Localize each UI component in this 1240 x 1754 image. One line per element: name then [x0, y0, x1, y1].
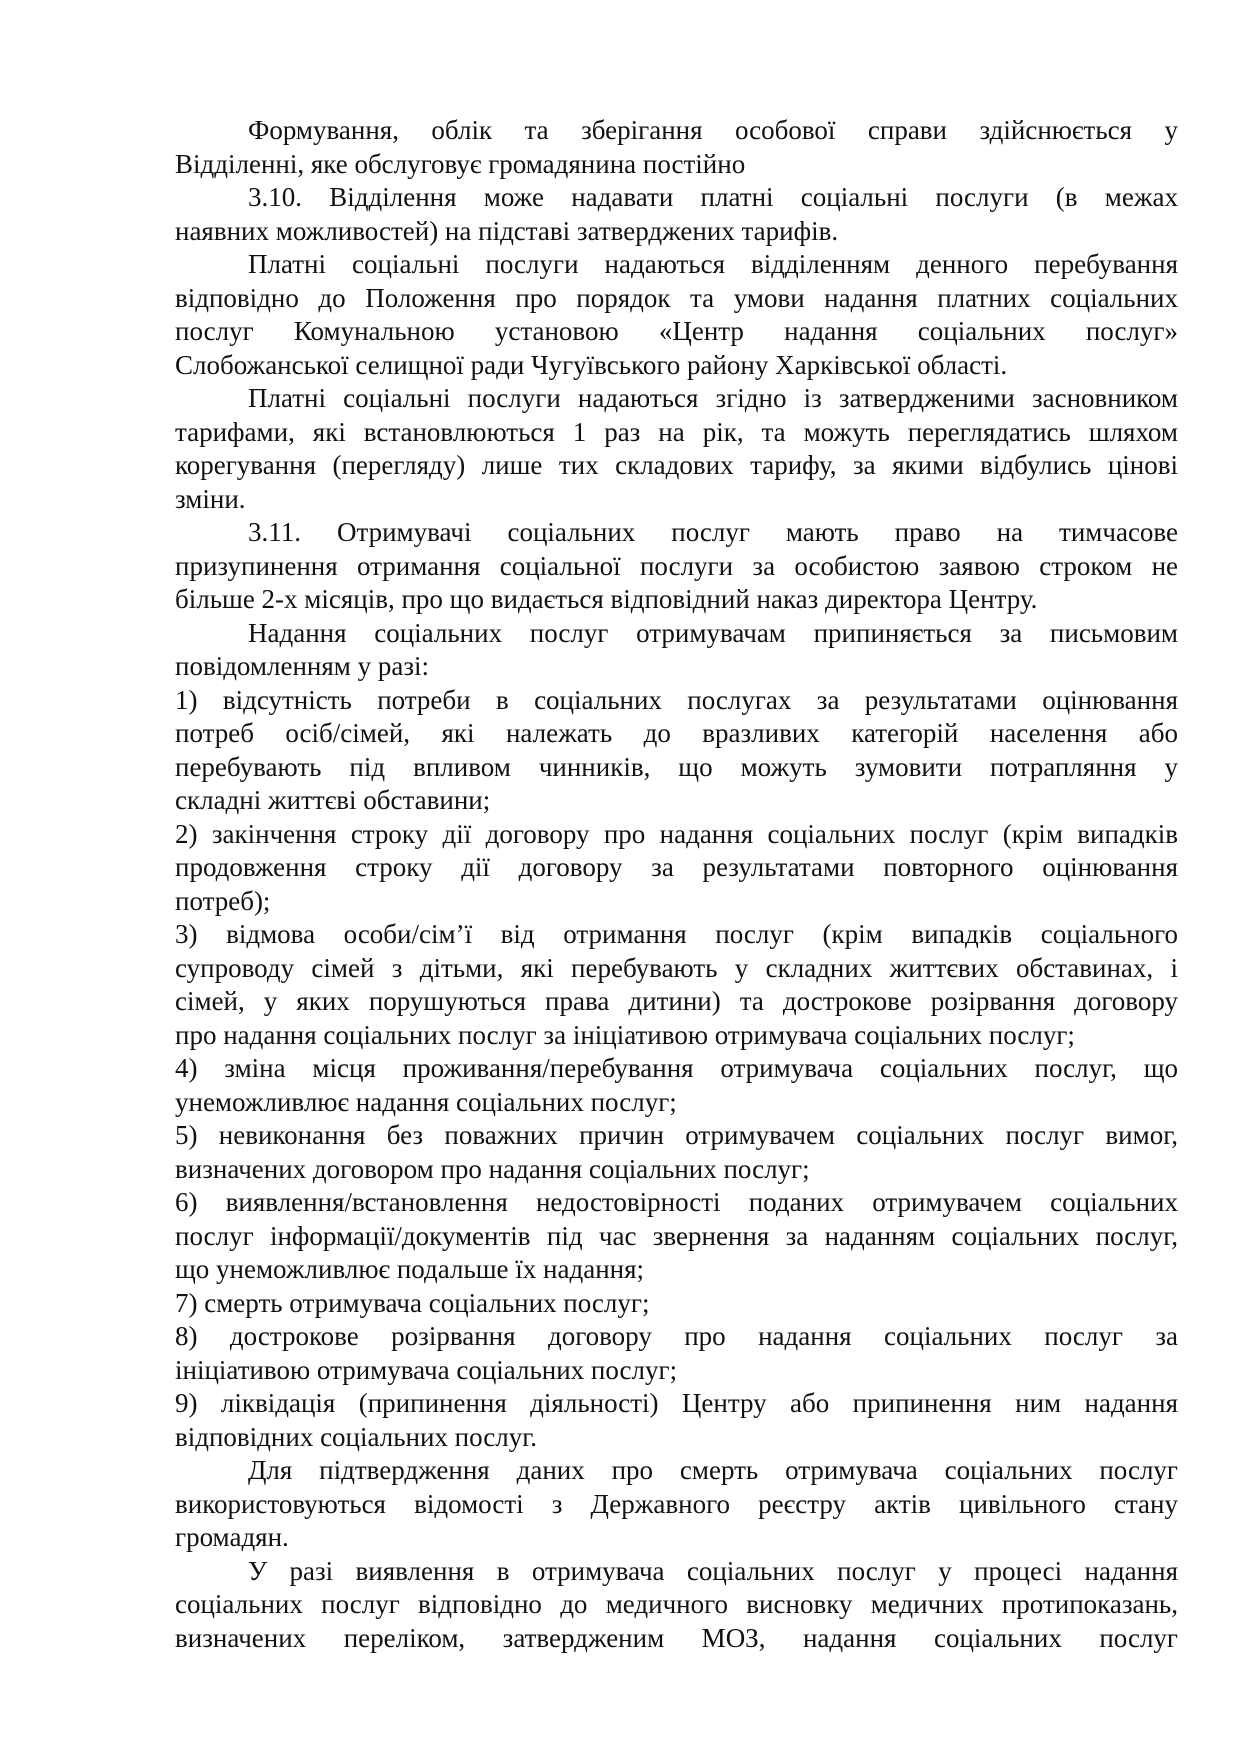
text-line: тарифами, які встановлюються 1 раз на рік, та можуть переглядатись шляхом — [175, 416, 1178, 447]
text-line: соціальних послуг відповідно до медичного висновку медичних протипоказань, — [175, 1589, 1178, 1619]
text-line: визначених переліком, затвердженим МОЗ, надання соціальних послуг — [175, 1622, 1178, 1653]
text-line: відповідних соціальних послуг. — [175, 1421, 538, 1452]
text-line: 3.10. Відділення може надавати платні соціальні послуги (в межах — [248, 182, 1178, 212]
text-line: про надання соціальних послуг за ініціативою отримувача соціальних послуг; — [175, 1019, 1075, 1050]
text-line: відповідно до Положення про порядок та умови надання платних соціальних — [175, 282, 1178, 313]
text-line: що унеможливлює подальше їх надання; — [175, 1254, 645, 1284]
text-line: Відділенні, яке обслуговує громадянина постійно — [175, 148, 746, 179]
text-line: 9) ліквідація (припинення діяльності) Центру або припинення ним надання — [175, 1388, 1178, 1418]
text-line: Слобожанської селищної ради Чугуївського району Харківської області. — [175, 349, 1008, 380]
text-line: наявних можливостей) на підставі затверджених тарифів. — [175, 215, 839, 246]
text-line: Платні соціальні послуги надаються згідно із затвердженими засновником — [248, 383, 1178, 413]
text-line: 2) закінчення строку дії договору про надання соціальних послуг (крім випадків — [175, 818, 1178, 849]
text-line: послуг Комунальною установою «Центр надання соціальних послуг» — [175, 316, 1178, 346]
text-line: 5) невиконання без поважних причин отримувачем соціальних послуг вимог, — [175, 1120, 1178, 1150]
text-line: 3) відмова особи/сім’ї від отримання послуг (крім випадків соціального — [175, 919, 1178, 949]
text-line: більше 2-х місяців, про що видається відповідний наказ директора Центру. — [175, 584, 1038, 614]
text-line: У разі виявлення в отримувача соціальних послуг у процесі надання — [248, 1555, 1178, 1586]
text-line: сімей, у яких порушуються права дитини) та дострокове розірвання договору — [175, 986, 1178, 1016]
text-line: громадян. — [175, 1522, 289, 1552]
text-line: потреб осіб/сімей, які належать до вразливих категорій населення або — [175, 718, 1178, 748]
text-line: визначених договором про надання соціальних послуг; — [175, 1153, 810, 1184]
text-line: 6) виявлення/встановлення недостовірності поданих отримувачем соціальних — [175, 1187, 1178, 1217]
text-line: використовуються відомості з Державного реєстру актів цивільного стану — [175, 1488, 1178, 1519]
text-line: унеможливлює надання соціальних послуг; — [175, 1086, 677, 1117]
text-line: послуг інформації/документів під час звернення за наданням соціальних послуг, — [175, 1220, 1178, 1251]
text-line: призупинення отримання соціальної послуги за особистою заявою строком не — [175, 550, 1178, 581]
document-page — [175, 114, 1178, 1655]
text-line: 8) дострокове розірвання договору про надання соціальних послуг за — [175, 1321, 1178, 1351]
text-line: складні життєві обставини; — [175, 785, 491, 815]
text-line: 3.11. Отримувачі соціальних послуг мають право на тимчасове — [248, 517, 1178, 547]
text-line: Платні соціальні послуги надаються відділенням денного перебування — [248, 249, 1178, 279]
text-line: супроводу сімей з дітьми, які перебувають у складних життєвих обставинах, і — [175, 952, 1178, 983]
text-line: Формування, облік та зберігання особової справи здійснюється у — [248, 115, 1178, 145]
text-line: перебувають під впливом чинників, що можуть зумовити потрапляння у — [175, 751, 1178, 782]
text-line: корегування (перегляду) лише тих складових тарифу, за якими відбулись цінові — [175, 450, 1178, 480]
text-line: Для підтвердження даних про смерть отримувача соціальних послуг — [248, 1455, 1178, 1485]
text-line: ініціативою отримувача соціальних послуг; — [175, 1354, 678, 1385]
text-line: потреб); — [175, 885, 271, 916]
text-line: повідомленням у разі: — [175, 651, 430, 681]
text-line: Надання соціальних послуг отримувачам припиняється за письмовим — [248, 617, 1178, 648]
text-line: 7) смерть отримувача соціальних послуг; — [175, 1287, 650, 1318]
text-line: 1) відсутність потреби в соціальних послугах за результатами оцінювання — [175, 684, 1178, 715]
text-line: зміни. — [175, 483, 246, 514]
text-line: продовження строку дії договору за результатами повторного оцінювання — [175, 852, 1178, 882]
text-line: 4) зміна місця проживання/перебування отримувача соціальних послуг, що — [175, 1053, 1178, 1083]
